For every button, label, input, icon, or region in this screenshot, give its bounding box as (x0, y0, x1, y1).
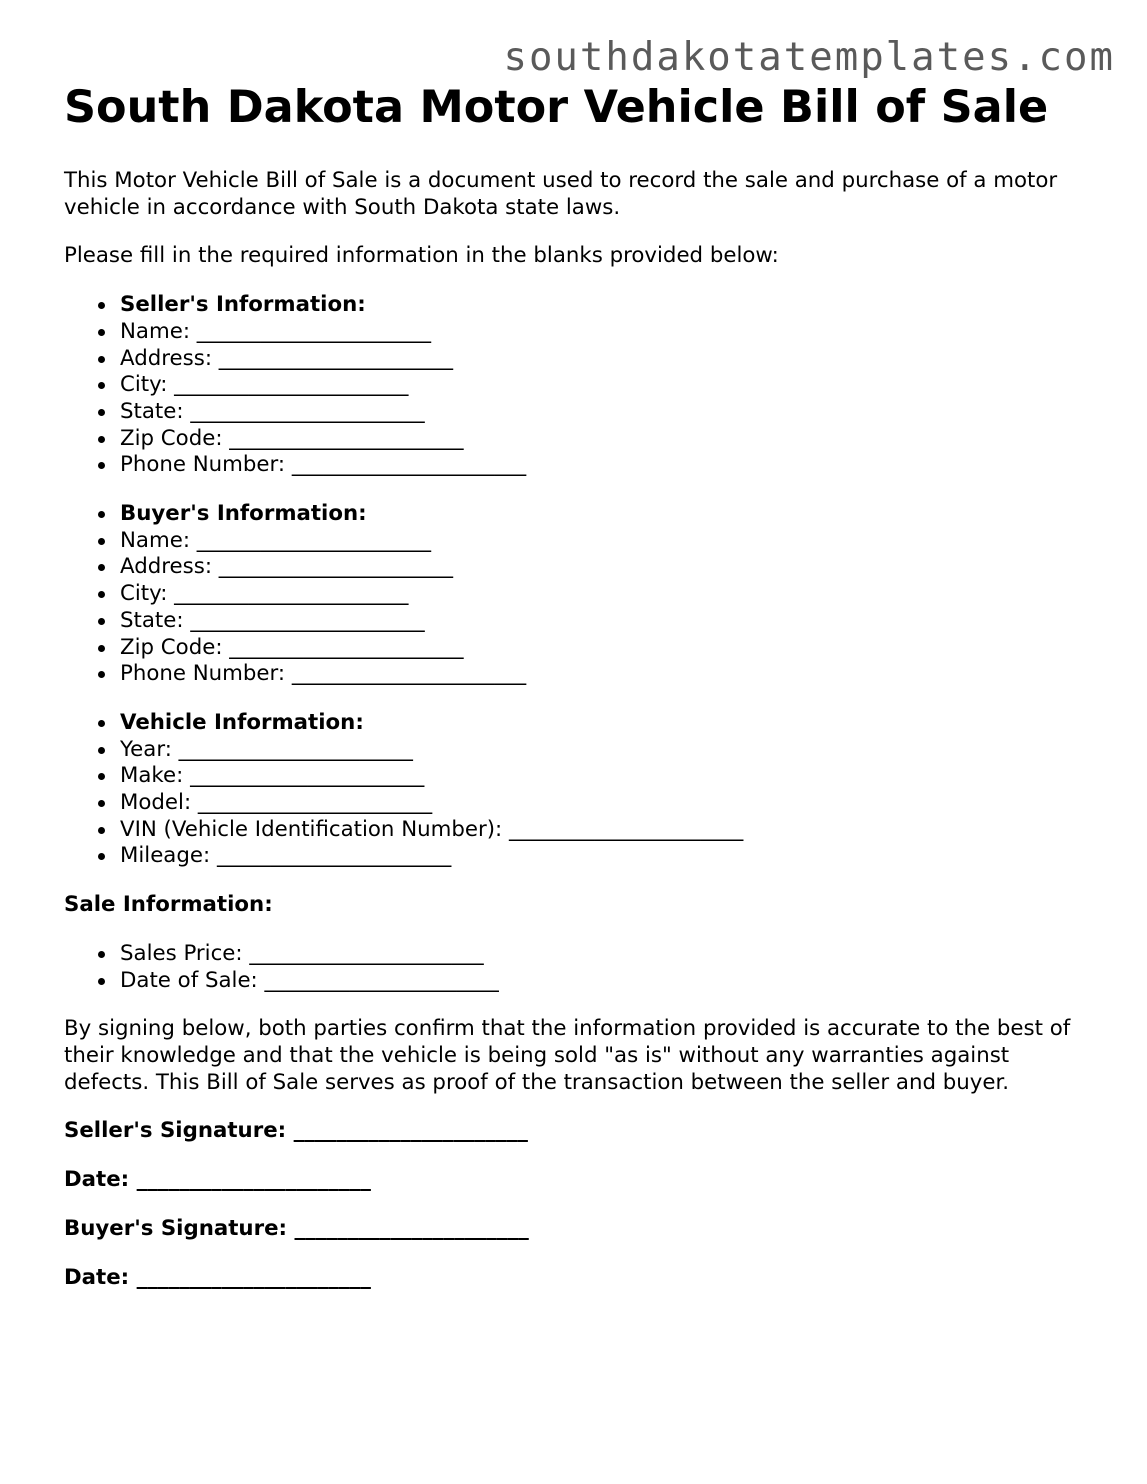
seller-city-field[interactable]: City: ______________________ (120, 372, 1094, 399)
buyer-name-field[interactable]: Name: ______________________ (120, 528, 1094, 555)
blank-line: ______________________ (218, 554, 454, 580)
sale-heading: Sale Information: (64, 892, 273, 918)
seller-state-field[interactable]: State: ______________________ (120, 399, 1094, 426)
vehicle-make-field[interactable]: Make: ______________________ (120, 763, 1094, 790)
seller-heading: Seller's Information: (120, 292, 1094, 319)
blank-line: ______________________ (218, 345, 454, 371)
vehicle-mileage-field[interactable]: Mileage: ______________________ (120, 843, 1094, 870)
vehicle-year-field[interactable]: Year: ______________________ (120, 737, 1094, 764)
blank-line: ______________________ (264, 967, 499, 993)
blank-line: ______________________ (136, 1167, 371, 1193)
buyer-date-field[interactable]: Date: ______________________ (64, 1264, 371, 1290)
seller-info-list (64, 292, 1094, 479)
blank-line: ______________________ (509, 816, 744, 842)
blank-line: ______________________ (216, 843, 452, 869)
vehicle-heading: Vehicle Information: (120, 710, 1094, 737)
seller-name-field[interactable]: Name: ______________________ (120, 319, 1094, 346)
blank-line: ______________________ (197, 790, 433, 816)
document-title: South Dakota Motor Vehicle Bill of Sale (64, 82, 1049, 133)
sale-price-field[interactable]: Sales Price: ______________________ (120, 941, 1094, 968)
buyer-info-list (64, 501, 1094, 688)
seller-address-field[interactable]: Address: ______________________ (120, 346, 1094, 373)
vehicle-info-list (64, 710, 1094, 870)
intro-paragraph: This Motor Vehicle Bill of Sale is a document used to record the sale and purchase of a motor vehicle in accordance with South Dakota state laws. (64, 168, 1058, 220)
buyer-heading: Buyer's Information: (120, 501, 1094, 528)
blank-line: ______________________ (229, 425, 464, 451)
agreement-paragraph: By signing below, both parties confirm that the information provided is accurate to the best of their knowledge and that the vehicle is being sold "as is" without any warranties against defects. This Bill of Sale serves as proof of the transaction between the seller and buyer. (64, 1016, 1071, 1095)
buyer-phone-field[interactable]: Phone Number: ______________________ (120, 661, 1094, 688)
blank-line: ______________________ (293, 1118, 528, 1144)
vehicle-model-field[interactable]: Model: ______________________ (120, 790, 1094, 817)
blank-line: ______________________ (136, 1264, 371, 1290)
blank-line: ______________________ (249, 940, 484, 966)
blank-line: ______________________ (190, 763, 425, 789)
blank-line: ______________________ (178, 736, 413, 762)
instructions-paragraph: Please fill in the required information in the blanks provided below: (64, 243, 779, 269)
document-body (64, 82, 1094, 1313)
buyer-city-field[interactable]: City: ______________________ (120, 581, 1094, 608)
buyer-signature-field[interactable]: Buyer's Signature: ______________________ (64, 1215, 529, 1241)
blank-line: ______________________ (291, 452, 527, 478)
seller-signature-field[interactable]: Seller's Signature: ______________________ (64, 1118, 528, 1144)
blank-line: ______________________ (174, 372, 409, 398)
blank-line: ______________________ (190, 398, 425, 424)
blank-line: ______________________ (196, 318, 432, 344)
vehicle-vin-field[interactable]: VIN (Vehicle Identification Number): ______________________ (120, 817, 1094, 844)
buyer-zip-field[interactable]: Zip Code: ______________________ (120, 635, 1094, 662)
blank-line: ______________________ (294, 1215, 529, 1241)
watermark: southdakotatemplates.com (503, 35, 1115, 80)
blank-line: ______________________ (190, 607, 425, 633)
blank-line: ______________________ (196, 527, 432, 553)
sale-date-field[interactable]: Date of Sale: ______________________ (120, 968, 1094, 995)
blank-line: ______________________ (174, 581, 409, 607)
blank-line: ______________________ (291, 661, 527, 687)
seller-phone-field[interactable]: Phone Number: ______________________ (120, 452, 1094, 479)
sale-info-list (64, 941, 1094, 994)
buyer-state-field[interactable]: State: ______________________ (120, 608, 1094, 635)
buyer-address-field[interactable]: Address: ______________________ (120, 554, 1094, 581)
seller-date-field[interactable]: Date: ______________________ (64, 1167, 371, 1193)
seller-zip-field[interactable]: Zip Code: ______________________ (120, 426, 1094, 453)
blank-line: ______________________ (229, 634, 464, 660)
